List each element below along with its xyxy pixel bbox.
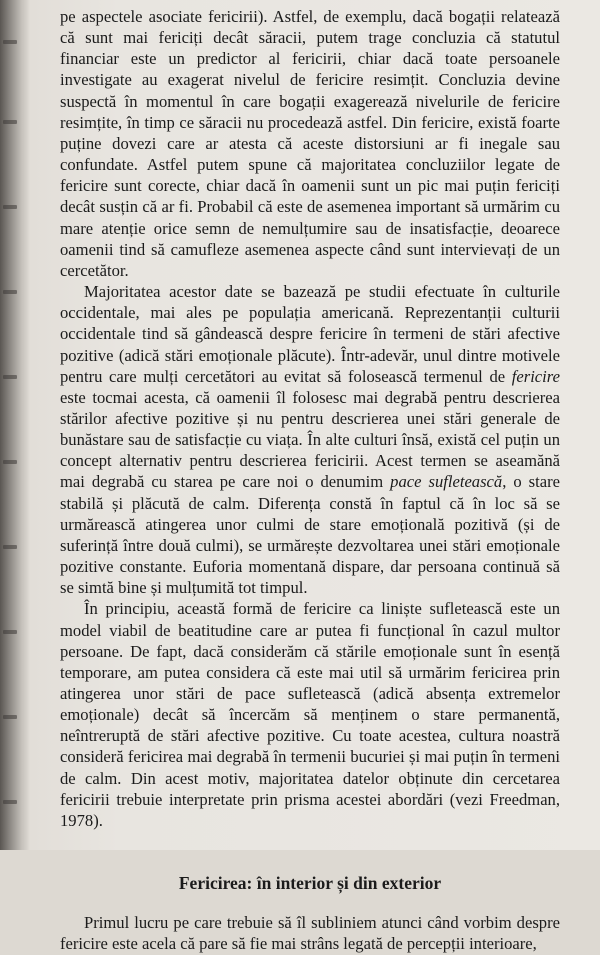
book-spine-shadow: [0, 0, 30, 850]
text-run: pe aspectele asociate fericirii). Astfel, de exemplu, dacă bogații relatează că sunt mai fericiți decât săracii, putem trage concluzia că statutul financiar este un predictor al fericirii, chiar dacă toate persoanele investigate au exagerat nivelul de fericire resimțit. Concluzia devine suspectă în momentul în care bogații exagerează nivelurile de fericire resimțite, în timp ce săracii nu procedează astfel. Din fericire, există foarte puține dovezi care ar atesta că aceste distorsiuni ar fi inegale sau confundate. Astfel putem spune că majoritatea concluziilor legate de fericire sunt corecte, chiar dacă în oamenii sunt un pic mai puțin fericiți decât susțin că ar fi. Probabil că este de asemenea important să urmărim cu mare atenție orice semn de nemulțumire sau de insatisfacție, deoarece oamenii tind să camufleze asemenea aspecte când sunt intervievați de un cercetător.: [60, 7, 560, 280]
paragraph: [60, 281, 560, 598]
italic-term: pace sufletească: [390, 472, 503, 492]
paragraph: Primul lucru pe care trebuie să îl subliniem atunci când vorbim despre fericire este acela că pare să fie mai strâns legată de percepții interioare,: [60, 913, 560, 954]
text-run: În principiu, această formă de fericire ca liniște sufletească este un model viabil de beatitudine care ar putea fi funcțional în cazul multor persoane. De fapt, dacă considerăm că stările emoționale sunt în esență temporare, am putea considera că este mai util să urmărim fericirea prin atingerea unor stări de pace sufletească (adică absența extremelor emoționale) decât să încercăm să menținem o stare permanentă, neîntreruptă de stări afective pozitive. Cu toate acestea, cultura noastră consideră fericirea mai degrabă în termenii bucuriei și mai puțin în termeni de calm. Din acest motiv, majoritatea datelor obținute din cercetarea fericirii trebuie interpretate prin prisma acestei abordări (vezi Freedman, 1978).: [60, 599, 560, 830]
text-run: Majoritatea acestor date se bazează pe studii efectuate în culturile occidentale, mai ales pe populația americană. Reprezentanții culturii occidentale tind să gândească despre fericire în termeni de stări afective pozitive (adică stări emoționale plăcute). Într-adevăr, unul dintre motivele pentru care mulți cercetători au evitat să folosească termenul de: [60, 282, 560, 386]
paragraph: [60, 6, 560, 281]
page-text: [60, 6, 560, 955]
paragraph: [60, 598, 560, 831]
text-run: este tocmai acesta, că oamenii îl folosesc mai degrabă pentru descrierea stărilor afective pozitive și nu pentru descrierea unei stări generale de bunăstare sau de satisfacție cu viața. În alte culturi însă, există cel puțin un concept alternativ pentru descrierea fericirii. Acest termen se aseamănă mai degrabă cu starea pe care noi o denumim: [60, 387, 560, 492]
italic-term: fericire: [511, 366, 560, 386]
text-run: , o stare stabilă și plăcută de calm. Diferența constă în faptul că în loc să se urmărească atingerea unor culmi de stare emoțională pozitivă (și de suferință între două culmi), se urmărește dezvoltarea unei stări emoționale pozitive constante. Euforia momentană dispare, dar persoana continuă să se simtă bine și mulțumită tot timpul.: [60, 472, 560, 598]
section-heading: Fericirea: în interior și din exterior: [178, 873, 442, 894]
